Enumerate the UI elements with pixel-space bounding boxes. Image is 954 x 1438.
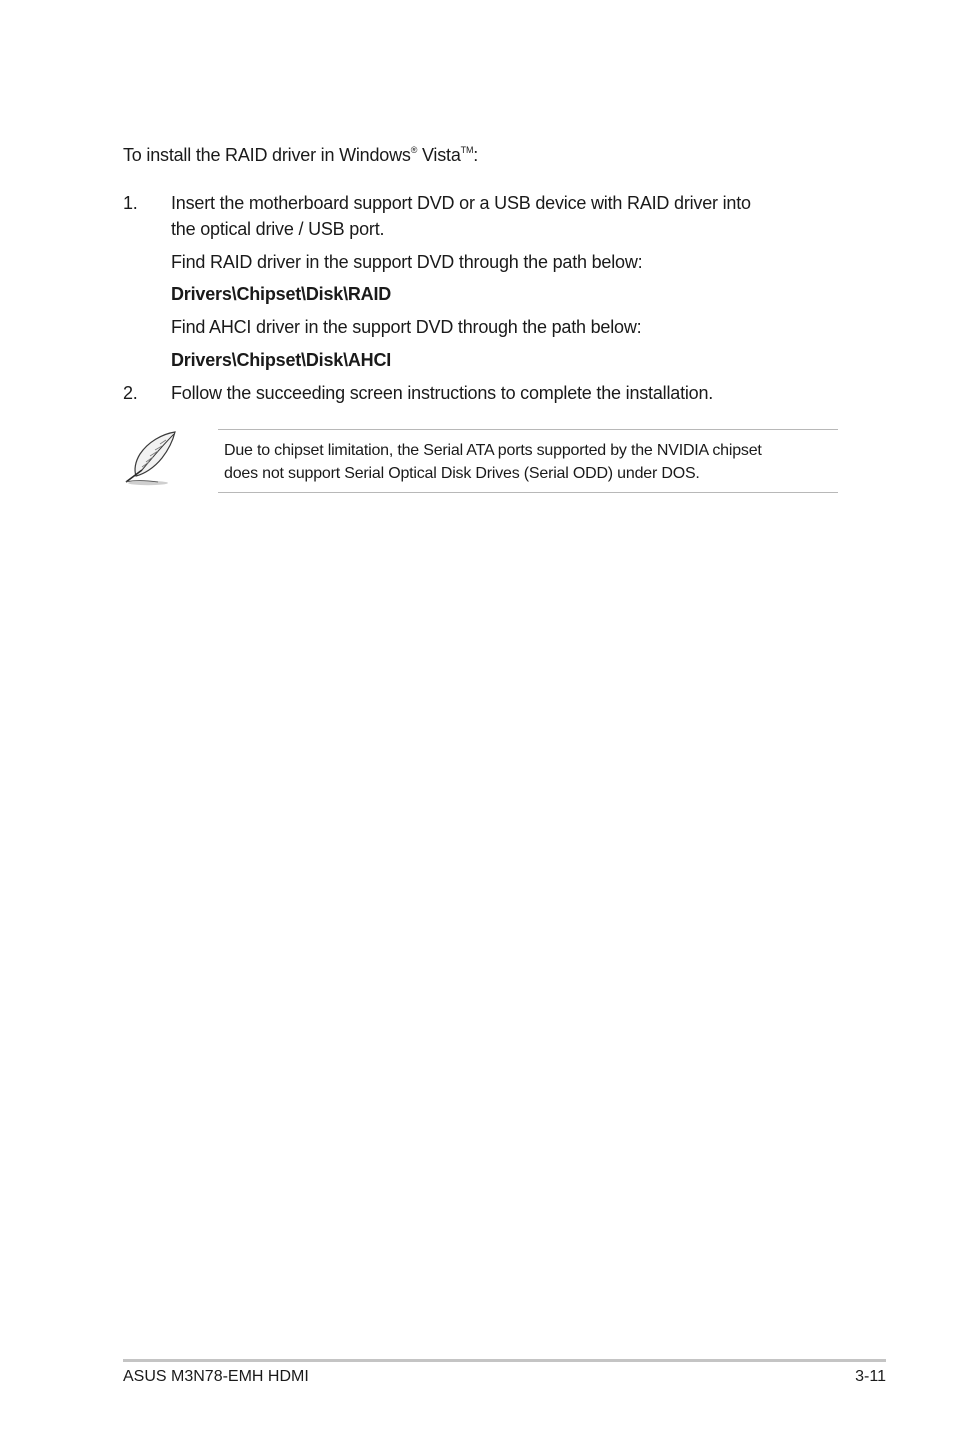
step-line: the optical drive / USB port. [171, 219, 385, 239]
footer-model: ASUS M3N78-EMH HDMI [123, 1368, 309, 1385]
trademark-mark: TM [460, 145, 474, 155]
quill-pen-icon [122, 430, 180, 488]
raid-instruction: Find RAID driver in the support DVD through the path below: [171, 252, 643, 272]
registered-mark: ® [410, 145, 418, 155]
step-body [171, 380, 851, 406]
footer-divider [123, 1359, 886, 1362]
step-body [171, 190, 851, 242]
intro-lead: To install the RAID driver in Windows [123, 145, 411, 165]
raid-path: Drivers\Chipset\Disk\RAID [171, 284, 392, 304]
ahci-instruction: Find AHCI driver in the support DVD through the path below: [171, 317, 642, 337]
note-line: Due to chipset limitation, the Serial ATA ports supported by the NVIDIA chipset [224, 442, 762, 459]
note-box [218, 429, 838, 493]
ahci-path: Drivers\Chipset\Disk\AHCI [171, 350, 392, 370]
note-line: does not support Serial Optical Disk Drives (Serial ODD) under DOS. [224, 465, 700, 482]
step-line: Follow the succeeding screen instructions to complete the installation. [171, 383, 714, 403]
intro-colon: : [473, 145, 479, 165]
footer-page-number: 3-11 [855, 1368, 886, 1385]
step-line: Insert the motherboard support DVD or a USB device with RAID driver into [171, 193, 751, 213]
step-number: 1. [123, 193, 138, 213]
note-text [224, 439, 762, 485]
intro-text [123, 145, 478, 166]
product-name: Vista [417, 145, 461, 165]
step-number: 2. [123, 383, 138, 403]
